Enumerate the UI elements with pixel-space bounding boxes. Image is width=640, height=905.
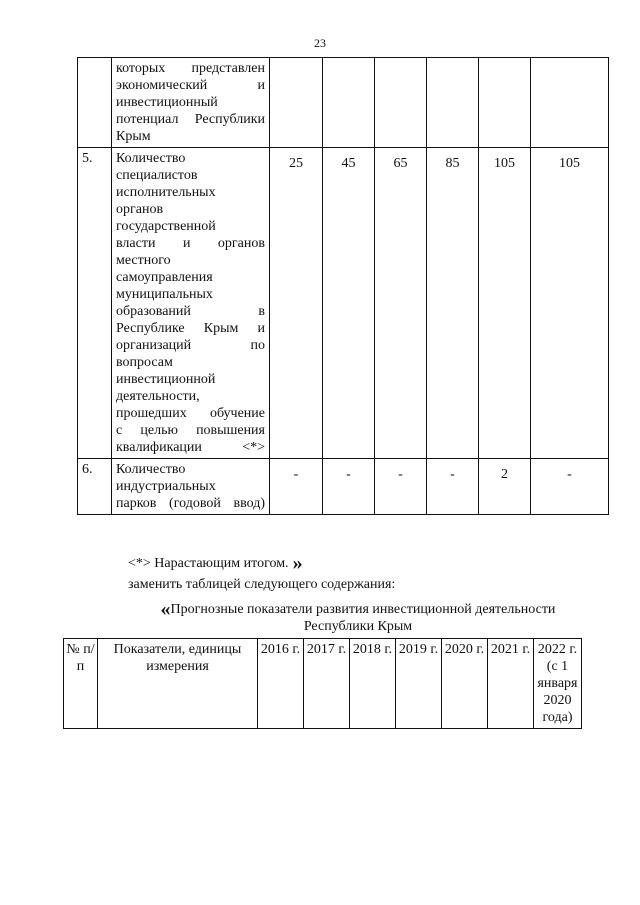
value-cell: 2 [479,459,531,515]
indicator-line: власти и органов [116,236,265,251]
indicator-line: которых представлен [116,61,265,76]
value-cell: - [531,459,609,515]
header-cell-2021: 2021 г. [488,639,534,729]
indicator-line: Количество [116,462,186,477]
value-cell: 105 [479,148,531,459]
value-cell [375,58,427,148]
indicator-line: государственной [116,219,216,234]
new-table-title [118,599,598,635]
indicator-line: Крым [116,129,151,144]
indicator-line: инвестиционной [116,372,216,387]
indicator-line: местного [116,253,171,268]
value-cell: - [427,459,479,515]
header-cell-2018: 2018 г. [350,639,396,729]
indicator-line: организаций по [116,338,265,353]
forecast-indicators-table [63,638,582,729]
indicator-line: инвестиционный [116,95,218,110]
row-number-cell [78,58,112,148]
header-cell-2022: 2022 г. (с 1 января 2020 года) [534,639,582,729]
footnote-text: <*> Нарастающим итогом. [128,556,289,571]
value-cell: - [323,459,375,515]
indicator-cell [112,459,270,515]
indicator-line: деятельности, [116,389,200,404]
indicator-line: экономический и [116,78,265,93]
indicator-line: потенциал Республики [116,112,265,127]
closing-quote-mark: » [292,552,303,574]
page-number: 23 [314,36,326,50]
value-cell [270,58,323,148]
indicator-line: прошедших обучение [116,406,265,421]
indicator-line: Количество [116,151,186,166]
value-cell [323,58,375,148]
table-header-row [64,639,582,729]
footnote [128,550,303,573]
header-cell-2020: 2020 г. [442,639,488,729]
replacement-instruction: заменить таблицей следующего содержания: [128,577,396,592]
value-cell: 65 [375,148,427,459]
indicator-line: муниципальных [116,287,213,302]
indicator-line: органов [116,202,164,217]
header-cell-2019: 2019 г. [396,639,442,729]
header-cell-2016: 2016 г. [258,639,304,729]
new-title-line-2: Республики Крым [303,619,413,634]
indicator-line: образований в [116,304,265,319]
value-cell: 45 [323,148,375,459]
table-row [78,459,609,515]
indicator-cell [112,148,270,459]
new-title-line-1: Прогнозные показатели развития инвестиционной деятельности [170,602,556,617]
indicator-line: специалистов [116,168,198,183]
indicator-line: исполнительных [116,185,216,200]
indicators-table-continued [77,57,609,515]
indicator-line: самоуправления [116,270,213,285]
indicator-line: парков (годовой ввод) [116,496,265,511]
row-number-cell: 5. [78,148,112,459]
opening-quote-mark: « [160,598,171,620]
value-cell [531,58,609,148]
header-cell-number: № п/п [64,639,98,729]
value-cell: 85 [427,148,479,459]
value-cell: 105 [531,148,609,459]
indicator-line: Республике Крым и [116,321,265,336]
indicator-line: с целью повышения [116,423,265,438]
value-cell: 25 [270,148,323,459]
table-row [78,58,609,148]
table-row [78,148,609,459]
value-cell: - [270,459,323,515]
value-cell: - [375,459,427,515]
header-cell-2017: 2017 г. [304,639,350,729]
value-cell [479,58,531,148]
indicator-line: вопросам [116,355,173,370]
value-cell [427,58,479,148]
indicator-line: индустриальных [116,479,216,494]
header-cell-indicators: Показатели, единицы измерения [98,639,258,729]
indicator-cell [112,58,270,148]
row-number-cell: 6. [78,459,112,515]
indicator-line: квалификации <*> [116,440,265,455]
